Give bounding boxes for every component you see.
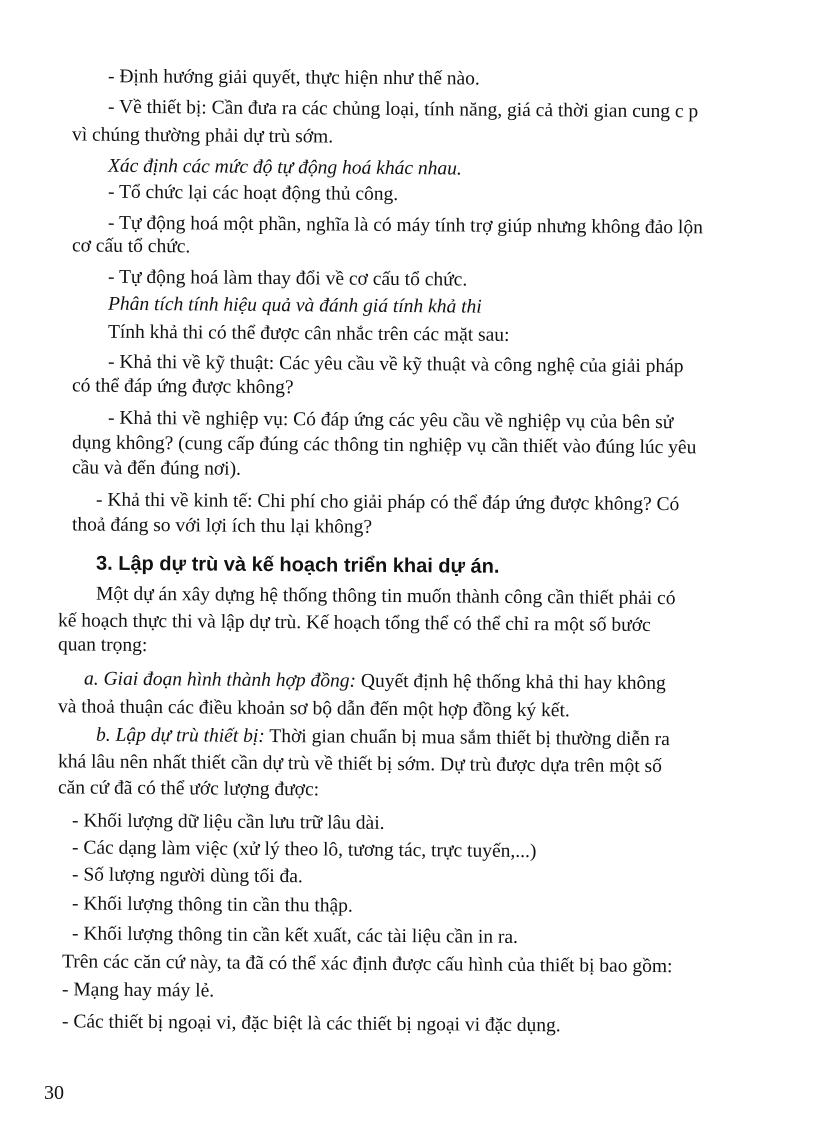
text-line: [0, 723, 816, 754]
text-line: - Định hướng giải quyết, thực hiện như thế nào.: [107, 66, 480, 90]
text-line: Một dự án xây dựng hệ thống thông tin muốn thành công cần thiết phải có: [95, 583, 676, 610]
text-line: và thoả thuận các điều khoản sơ bộ dẫn đến một hợp đồng ký kết.: [57, 696, 570, 722]
inline-term-contract-phase: a. Giai đoạn hình thành hợp đồng:: [83, 668, 357, 692]
text-line: [0, 667, 816, 698]
text-line: - Khả thi về kỹ thuật: Các yêu cầu về kỹ thuật và công nghệ của giải pháp: [107, 351, 684, 378]
text-line: - Về thiết bị: Cần đưa ra các chủng loại, tính năng, giá cả thời gian cung c p: [107, 96, 699, 123]
text-line: - Tự động hoá một phần, nghĩa là có máy tính trợ giúp nhưng không đảo lộn: [107, 212, 703, 239]
list-item: - Khối lượng thông tin cần thu thập.: [71, 893, 353, 917]
inline-term-equipment-estimate: b. Lập dự trù thiết bị:: [95, 724, 265, 747]
text-line: kế hoạch thực thi và lập dự trù. Kế hoạch tổng thể có thể chỉ ra một số bước: [57, 610, 651, 636]
text-line: căn cứ đã có thể ước lượng được:: [57, 777, 320, 801]
list-item: - Số lượng người dùng tối đa.: [71, 864, 303, 888]
text-line: thoả đáng so với lợi ích thu lại không?: [71, 514, 373, 538]
inline-text: Quyết định hệ thống khả thi hay không: [355, 670, 666, 695]
text-line: dụng không? (cung cấp đúng các thông tin nghiệp vụ cần thiết vào đúng lúc yêu: [71, 432, 697, 459]
text-line: cơ cấu tổ chức.: [71, 235, 191, 258]
inline-text: Thời gian chuẩn bị mua sắm thiết bị thường diễn ra: [264, 725, 670, 751]
text-line: khá lâu nên nhất thiết cần dự trù về thiết bị sớm. Dự trù được dựa trên một số: [57, 751, 662, 778]
text-line: cầu và đến đúng nơi).: [71, 457, 242, 480]
section-heading: 3. Lập dự trù và kế hoạch triển khai dự án.: [95, 552, 500, 578]
text-line: - Tự động hoá làm thay đổi về cơ cấu tổ chức.: [107, 266, 468, 291]
text-line: - Khả thi về kinh tế: Chi phí cho giải pháp có thể đáp ứng được không? Có: [95, 489, 680, 516]
text-line: Tính khả thi có thể được cân nhắc trên các mặt sau:: [107, 321, 510, 346]
page-number: 30: [44, 1082, 64, 1104]
list-item: - Khối lượng thông tin cần kết xuất, các tài liệu cần in ra.: [71, 923, 519, 948]
text-line: - Tổ chức lại các hoạt động thủ công.: [107, 181, 399, 205]
list-item: - Các thiết bị ngoại vi, đặc biệt là các thiết bị ngoại vi đặc dụng.: [61, 1011, 561, 1037]
text-line: vì chúng thường phải dự trù sớm.: [71, 124, 334, 148]
text-line: quan trọng:: [57, 634, 148, 657]
list-item: - Khối lượng dữ liệu cần lưu trữ lâu dài.: [71, 810, 385, 834]
text-line: - Khả thi về nghiệp vụ: Có đáp ứng các yêu cầu về nghiệp vụ của bên sử: [107, 407, 674, 434]
subheading-automation-levels: Xác định các mức độ tự động hoá khác nhau.: [107, 155, 462, 180]
list-item: - Các dạng làm việc (xử lý theo lô, tương tác, trực tuyến,...): [71, 837, 537, 863]
subheading-feasibility: Phân tích tính hiệu quả và đánh giá tính khả thi: [107, 293, 482, 318]
list-item: - Mạng hay máy lẻ.: [61, 979, 215, 1002]
text-line: Trên các căn cứ này, ta đã có thể xác định được cấu hình của thiết bị bao gồm:: [61, 951, 673, 978]
text-line: có thể đáp ứng được không?: [71, 375, 294, 399]
